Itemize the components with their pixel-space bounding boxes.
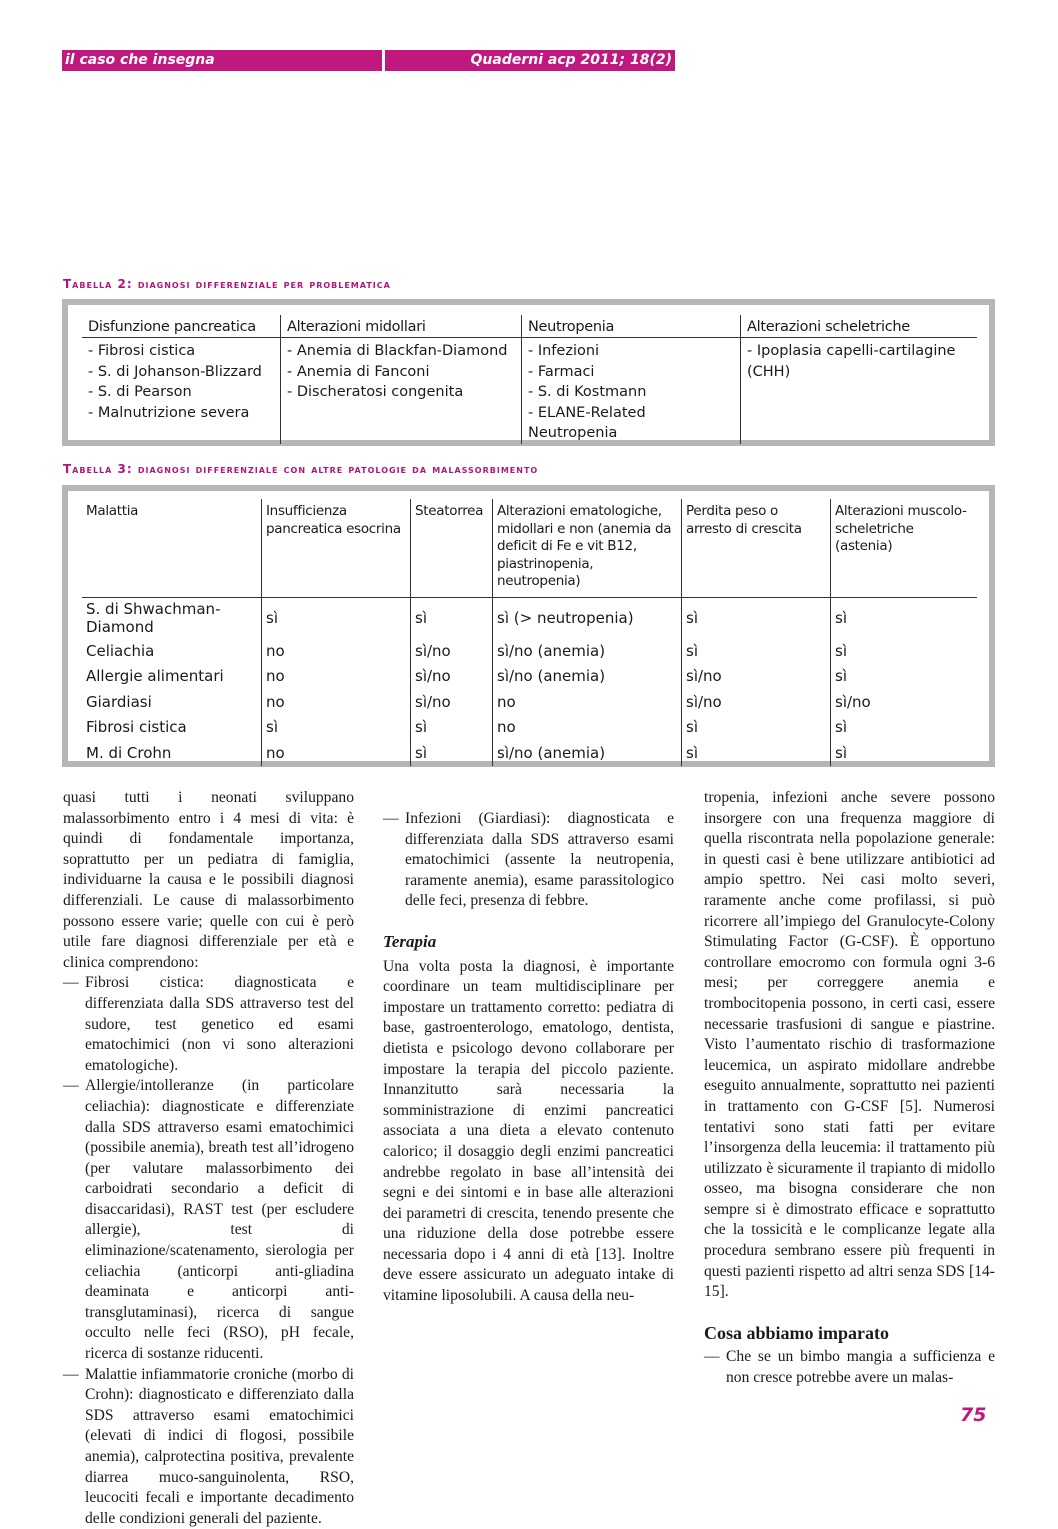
table3-cell: sì/no [411, 664, 493, 690]
table2-caption: Tabella 2: diagnosi differenziale per problematica [63, 277, 391, 291]
list-item: — Fibrosi cistica: diagnosticata e differenziata dalla SDS attraverso test del sudore, test genetico ed esami ematochimici (non vi sono alterazioni ematologiche). [63, 974, 354, 1074]
table-row [82, 689, 977, 715]
list-item: - Malnutrizione severa [88, 404, 250, 421]
table3-cell: no [262, 638, 411, 664]
table3-cell: sì/no (anemia) [493, 740, 682, 766]
table3-cell: sì [682, 598, 831, 639]
list-item: - Fibrosi cistica [88, 343, 196, 359]
table3-header: Steatorrea [411, 499, 493, 598]
table2-header: Alterazioni midollari [281, 315, 522, 338]
running-header-journal: Quaderni acp 2011; 18(2) [385, 50, 675, 71]
table2-cell [281, 338, 522, 444]
list-item: - Anemia di Fanconi [287, 363, 430, 380]
table3-cell: no [493, 715, 682, 741]
list-item: — Malattie infiammatorie croniche (morbo di Crohn): diagnosticato e differenziato dalla SDS attraverso esami ematochimici (elevati di indici di flogosi, possibile anemia), calprotectina positiva, prevalente diarrea muco-sanguinolenta, RSO, leucociti fecali e importante decadimento delle condizioni generali del paziente. [63, 1365, 354, 1527]
table3-cell: M. di Crohn [86, 743, 172, 762]
table3-cell: S. di Shwachman-Diamond [86, 600, 221, 636]
table2-cell [522, 338, 741, 444]
list-item: — Che se un bimbo mangia a sufficienza e non cresce potrebbe avere un malas- [704, 1348, 995, 1387]
text-column-1 [63, 788, 354, 1529]
table3-cell: no [262, 664, 411, 690]
table3-cell: sì/no (anemia) [493, 664, 682, 690]
table3-cell: Fibrosi cistica [86, 718, 187, 737]
table3-cell: sì/no [831, 689, 978, 715]
table3-cell: sì/no [411, 638, 493, 664]
table3-cell: sì [262, 715, 411, 741]
table3-cell: Celiachia [86, 641, 155, 660]
table-row [82, 740, 977, 766]
table3-cell: sì [831, 638, 978, 664]
table3-cell: sì [682, 638, 831, 664]
table3-cell: sì/no (anemia) [493, 638, 682, 664]
list-item: - S. di Pearson [88, 384, 192, 400]
paragraph: tropenia, infezioni anche severe possono insorgere con una frequenza maggiore di quella riscontrata nella popolazione generale: in questi casi è bene utilizzare antibiotici ad ampio spettro. Nei casi molto severi, raramente anche come profilassi, si può ricorrere all’impiego del Granulocyte-Colony Stimulating Factor (G-CSF). È opportuno controllare emocromo con formula ogni 3-6 mesi; per correggere anemia e trombocitopenia possono, in certi casi, essere necessarie trasfusioni di sangue e piastrine. Visto l’aumentato rischio di trasformazione leucemica, un aspirato midollare andrebbe eseguito annualmente, soprattutto nei pazienti in trattamento con G-CSF [5]. Numerosi tentativi sono stati fatti per evitare l’insorgenza della leucemia: il trattamento più utilizzato è sicuramente il trapianto di midollo osseo, ma bisogna considerare che non sempre si è dimostrato efficace e soprattutto che la tossicità e le complicanze legate alla procedura sembrano essere più frequenti in questi pazienti rispetto ad altri senza SDS [14-15]. [704, 789, 995, 1301]
table2-cell [82, 338, 281, 444]
list-item: - S. di Kostmann [528, 384, 647, 400]
paragraph: quasi tutti i neonati sviluppano malassorbimento entro i 4 mesi di vita: è quindi di fondamentale importanza, soprattutto per un pediatra di famiglia, individuarne la causa e le possibili diagnosi differenziali. Le cause di malassorbimento possono essere varie; quelle con cui è però utile fare diagnosi differenziale per età e clinica comprendono: [63, 789, 354, 971]
table3-cell: sì [682, 715, 831, 741]
table3-cell: sì [411, 740, 493, 766]
table2-header: Neutropenia [522, 315, 741, 338]
list-item: - Discheratosi congenita [287, 384, 464, 400]
table3-cell: sì [411, 715, 493, 741]
table3-cell: sì/no [411, 689, 493, 715]
table2-cell [741, 338, 978, 444]
section-heading-cosa-abbiamo-imparato: Cosa abbiamo imparato [704, 1322, 890, 1343]
page-number: 75 [960, 1404, 987, 1426]
table3-cell: sì [831, 715, 978, 741]
list-item: — Allergie/intolleranze (in particolare celiachia): diagnosticate e differenziate dalla SDS attraverso esami ematochimici (possibile anemia), breath test all’idrogeno (per valutare malassorbimento dei carboidrati secondario a deficit di disaccaridasi), RAST test (per escludere allergie), test di eliminazione/scatenamento, sierologia per celiachia (anticorpi anti-gliadina deaminata e anticorpi anti-transglutaminasi), ricerca di sangue occulto nelle feci (RSO), pH fecale, ricerca di sostanze riducenti. [63, 1077, 354, 1363]
list-item: - Infezioni [528, 343, 600, 359]
bullet-list [704, 1347, 995, 1388]
list-item: - Ipoplasia capelli-cartilagine (CHH) [747, 343, 956, 380]
table3-cell: no [493, 689, 682, 715]
bullet-list [383, 809, 674, 912]
table3-box [62, 485, 995, 767]
paragraph: Una volta posta la diagnosi, è importante coordinare un team multidisciplinare per impostare un trattamento corretto: pediatra di base, gastroenterologo, ematologo, dentista, dietista e psicologo devono collaborare per impostare la terapia del piccolo paziente. Innanzitutto sarà necessaria la somministrazione di enzimi pancreatici associata a una dieta a elevato contenuto calorico; il dosaggio degli enzimi pancreatici andrebbe regolato in base all’intensità dei segni e dei sintomi e in base alle alterazioni dei parametri di crescita, tenendo presente che una riduzione della dose potrebbe essere necessaria dopo i 4 anni di età [13]. Inoltre deve essere assicurato un adeguato intake di vitamine liposolubili. A causa della neu- [383, 957, 674, 1305]
table2-header: Alterazioni scheletriche [741, 315, 978, 338]
table3-cell: no [262, 689, 411, 715]
table-row [82, 715, 977, 741]
table2-box [62, 299, 995, 446]
section-heading-terapia: Terapia [383, 931, 437, 951]
table3-cell: sì [262, 598, 411, 639]
table3 [82, 499, 977, 766]
table3-header: Insufficienza pancreatica esocrina [262, 499, 411, 598]
table-row [82, 638, 977, 664]
list-item: - Farmaci [528, 363, 595, 380]
table3-header: Perdita peso o arresto di crescita [682, 499, 831, 598]
list-item: - S. di Johanson-Blizzard [88, 363, 262, 380]
table3-cell: no [262, 740, 411, 766]
running-header-section: il caso che insegna [62, 50, 382, 71]
table3-cell: sì/no [682, 689, 831, 715]
table3-cell: sì [831, 740, 978, 766]
table2 [82, 315, 977, 444]
table3-cell: sì [682, 740, 831, 766]
table3-caption: Tabella 3: diagnosi differenziale con altre patologie da malassorbimento [63, 462, 539, 476]
bullet-list [63, 973, 354, 1529]
table3-cell: sì [831, 598, 978, 639]
text-column-2 [383, 809, 674, 1307]
table3-cell: Allergie alimentari [86, 667, 224, 686]
table-row [82, 598, 977, 639]
table3-cell: sì [831, 664, 978, 690]
table3-header: Alterazioni muscolo-scheletriche (astenia) [831, 499, 978, 598]
table-row [82, 664, 977, 690]
text-column-3 [704, 788, 995, 1389]
list-item: — Infezioni (Giardiasi): diagnosticata e differenziata dalla SDS attraverso esami ematochimici (assente la neutropenia, raramente anemia), esame parassitologico delle feci, presenza di febbre. [383, 810, 674, 910]
table3-cell: sì (> neutropenia) [493, 598, 682, 639]
table3-header: Malattia [82, 499, 262, 598]
list-item: - Anemia di Blackfan-Diamond [287, 343, 508, 359]
table2-header: Disfunzione pancreatica [82, 315, 281, 338]
table3-header: Alterazioni ematologiche, midollari e non (anemia da deficit di Fe e vit B12, piastrinopenia, neutropenia) [493, 499, 682, 598]
table3-cell: Giardiasi [86, 692, 152, 711]
table3-cell: sì [411, 598, 493, 639]
list-item: - ELANE-Related Neutropenia [528, 404, 646, 441]
table3-cell: sì/no [682, 664, 831, 690]
